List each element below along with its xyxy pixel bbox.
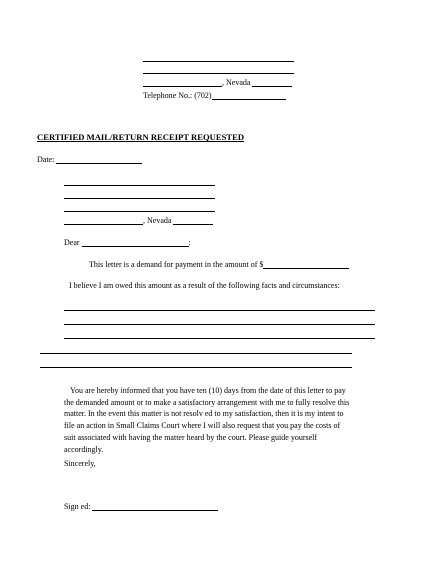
- closing: Sincerely,: [64, 459, 96, 468]
- facts-line-3[interactable]: [64, 338, 375, 339]
- demand-paragraph: This letter is a demand for payment in the amount of $: [89, 260, 264, 269]
- sender-zip-field[interactable]: [252, 78, 292, 87]
- signature-row: [64, 502, 218, 511]
- facts-line-5[interactable]: [40, 367, 352, 368]
- signature-field[interactable]: [92, 502, 218, 511]
- notice-line-4: file an action in Small Claims Court where I will also request that you pay the costs of: [64, 421, 341, 431]
- recipient-address-line-1[interactable]: [64, 198, 215, 199]
- date-label: Date:: [37, 155, 55, 164]
- facts-line-1[interactable]: [64, 310, 375, 311]
- notice-line-2: the demanded amount or to make a satisfactory arrangement with me to fully resolve this: [64, 397, 350, 407]
- sender-city-field[interactable]: [143, 78, 222, 87]
- telephone-number-field[interactable]: [212, 91, 286, 100]
- notice-line-6: accordingly.: [64, 444, 104, 454]
- recipient-city-field[interactable]: [64, 216, 143, 225]
- sender-address-line[interactable]: [143, 73, 294, 74]
- sender-state-label: , Nevada: [222, 78, 251, 87]
- notice-line-1: You are hereby informed that you have ten (10) days from the date of this letter to pay: [70, 386, 346, 395]
- notice-line-3: matter. In the event this matter is not resolv ed to my satisfaction, then it is my intent to: [64, 409, 344, 419]
- date-row: [37, 155, 142, 164]
- date-field[interactable]: [56, 155, 142, 164]
- certified-mail-title: CERTIFIED MAIL/RETURN RECEIPT REQUESTED: [37, 132, 245, 142]
- demand-row: [89, 260, 349, 269]
- signature-label: Sign ed:: [64, 502, 91, 511]
- recipient-zip-field[interactable]: [173, 216, 213, 225]
- demand-amount-field[interactable]: [263, 260, 349, 269]
- recipient-salutation-field[interactable]: [82, 238, 189, 247]
- recipient-state-label: , Nevada: [143, 216, 172, 225]
- salutation-label: Dear: [64, 238, 80, 247]
- sender-city-row: [143, 78, 292, 87]
- salutation-row: [64, 238, 191, 247]
- recipient-city-row: [64, 216, 213, 225]
- telephone-area-code: (702): [194, 91, 212, 100]
- sender-name-line[interactable]: [143, 61, 294, 62]
- telephone-row: [143, 91, 286, 100]
- salutation-colon: :: [188, 238, 191, 247]
- telephone-label: Telephone No.:: [143, 91, 193, 100]
- notice-line-5: suit associated with having the matter heard by the court. Please guide yourself: [64, 432, 318, 442]
- facts-line-4[interactable]: [40, 353, 352, 354]
- recipient-address-line-2[interactable]: [64, 211, 215, 212]
- facts-intro: I believe I am owed this amount as a result of the following facts and circumstances:: [69, 281, 340, 290]
- recipient-name-line[interactable]: [64, 185, 215, 186]
- facts-line-2[interactable]: [64, 324, 375, 325]
